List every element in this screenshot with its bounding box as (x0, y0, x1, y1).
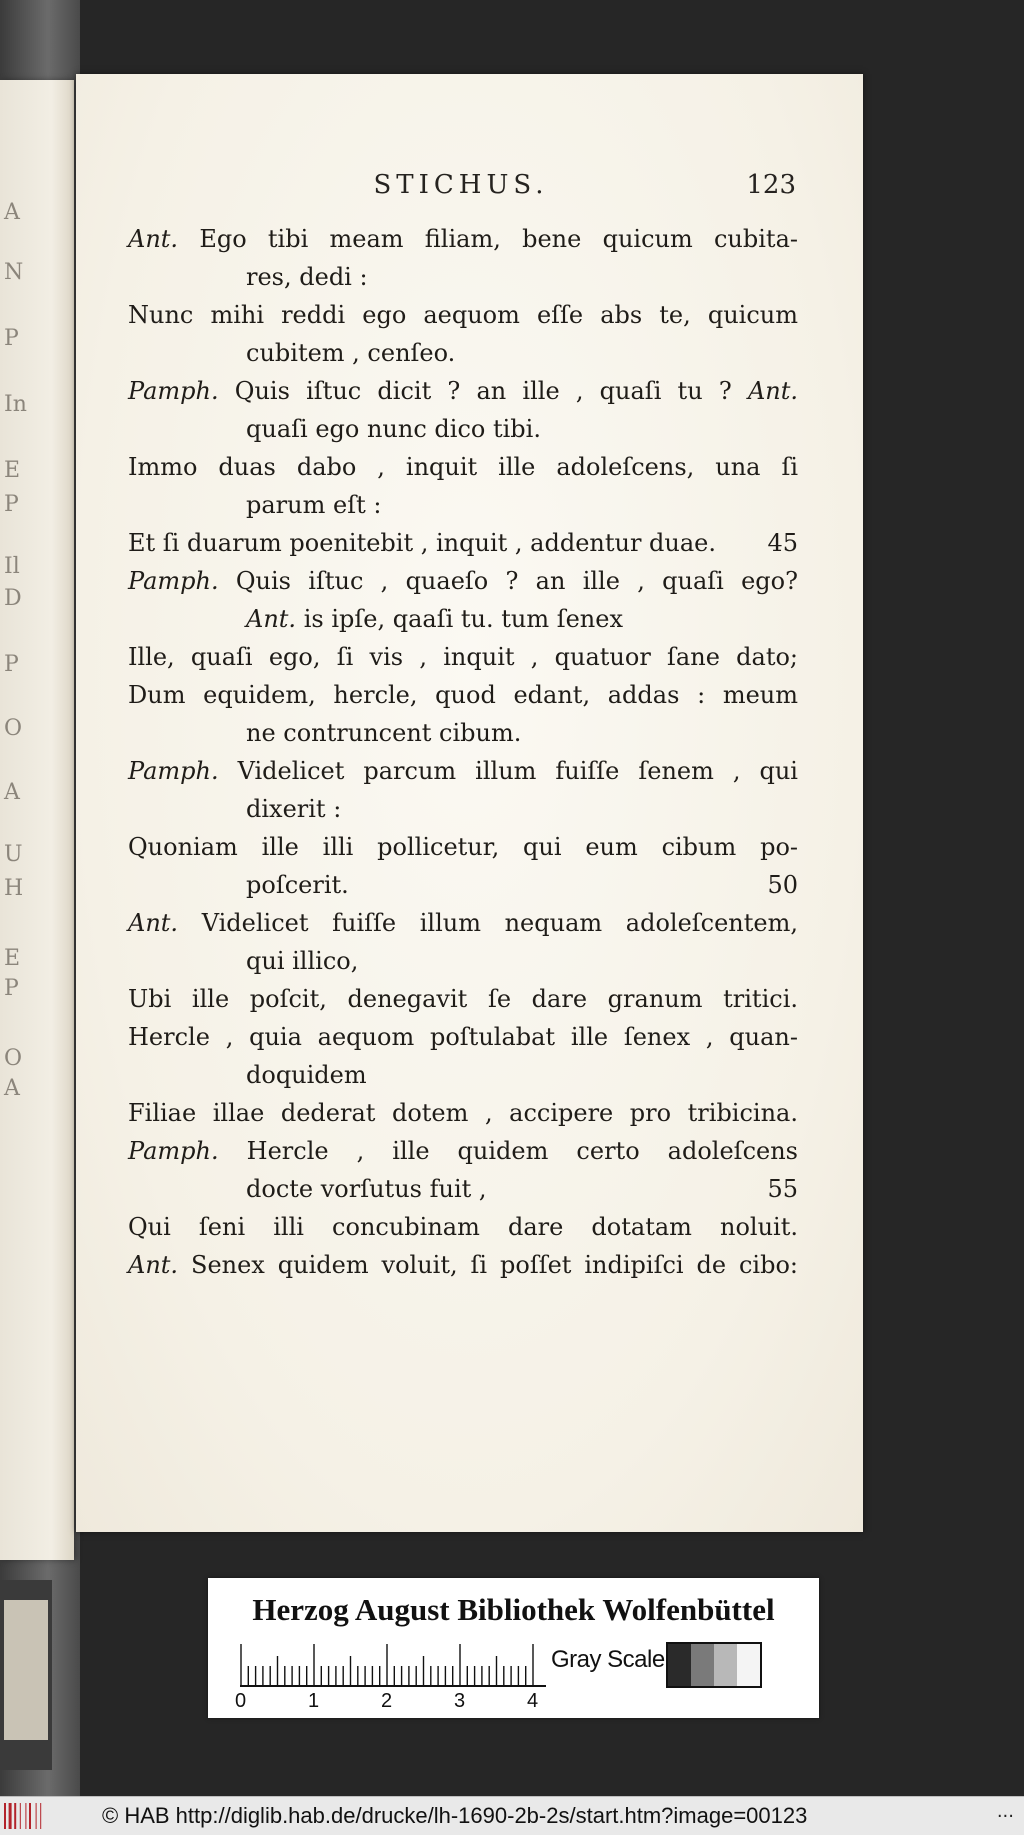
verse-line (246, 718, 798, 748)
verse-line (246, 870, 798, 900)
line-text: poſcerit. (246, 871, 349, 899)
previous-page-letter: O (4, 1046, 23, 1071)
previous-page-letter: Il (4, 554, 20, 579)
line-text: Filiae illae dederat dotem , accipere pro tribicina. (128, 1099, 798, 1127)
line-text: is ipſe, qaaſi tu. tum ſenex (303, 605, 624, 633)
line-text: Hercle , quia aequom poſtulabat ille ſenex , quan- (128, 1023, 798, 1051)
verse-line (246, 794, 798, 824)
line-text: Et ſi duarum poenitebit , inquit , addentur duae. (128, 529, 717, 557)
gray-swatch (714, 1644, 737, 1686)
verse-line (128, 1250, 798, 1280)
previous-page-letter: D (4, 586, 22, 611)
previous-page-edge (0, 80, 74, 1560)
gray-swatch (737, 1644, 760, 1686)
previous-page-letter: A (4, 780, 20, 805)
ruler-number: 0 (235, 1690, 247, 1712)
verse-line (128, 566, 798, 596)
verse-line (128, 680, 798, 710)
book-page (76, 74, 863, 1532)
verse-line (128, 376, 798, 406)
barcode-bar (14, 1803, 16, 1829)
line-text: Videlicet parcum illum fuiſſe ſenem , qui (237, 757, 798, 785)
verse-line (246, 1060, 798, 1090)
gray-swatch (691, 1644, 714, 1686)
barcode-bar (20, 1803, 21, 1829)
line-number: 50 (767, 871, 798, 899)
line-text: docte vorſutus fuit , (246, 1175, 487, 1203)
line-text: Quis iſtuc dicit ? an ille , quaſi tu ? (234, 377, 732, 405)
previous-page-letter: P (4, 326, 19, 351)
gray-scale-label: Gray Scale (551, 1646, 665, 1673)
verse-line (128, 528, 798, 558)
verse-line (128, 1136, 798, 1166)
line-text: quaſi ego nunc dico tibi. (246, 415, 541, 443)
line-text: Hercle , ille quidem certo adoleſcens (246, 1137, 798, 1165)
previous-page-letter: A (4, 1076, 20, 1101)
verse-line (246, 490, 798, 520)
speaker-label: Ant. (128, 909, 179, 937)
line-text: Immo duas dabo , inquit ille adoleſcens, una ſi (128, 453, 798, 481)
more-icon[interactable]: ... (996, 1801, 1014, 1822)
verse-line (128, 642, 798, 672)
barcode-icon (4, 1803, 48, 1829)
line-text: Ille, quaſi ego, ſi vis , inquit , quatuor ſane dato; (128, 643, 798, 671)
verse-line (246, 414, 798, 444)
verse-line (128, 1098, 798, 1128)
previous-page-letter: N (4, 260, 24, 285)
verse-line (128, 984, 798, 1014)
speaker-label: Ant. (747, 377, 798, 405)
previous-page-letter: O (4, 716, 23, 741)
line-text: dixerit : (246, 795, 342, 823)
binding-label (4, 1600, 48, 1740)
line-text: Ego tibi meam filiam, bene quicum cubita- (199, 225, 798, 253)
speaker-label: Pamph. (128, 567, 219, 595)
line-number: 55 (767, 1175, 798, 1203)
verse-line (128, 756, 798, 786)
page-number: 123 (746, 170, 796, 200)
line-text: parum eſt : (246, 491, 382, 519)
verse-line (246, 1174, 798, 1204)
speaker-label: Ant. (128, 225, 179, 253)
barcode-bar (9, 1803, 12, 1829)
previous-page-letter: U (4, 842, 23, 867)
ruler-number: 2 (381, 1690, 393, 1712)
previous-page-letter: A (4, 200, 20, 225)
barcode-bar (40, 1803, 41, 1829)
scale-ruler-icon (240, 1642, 546, 1688)
verse-line (128, 832, 798, 862)
barcode-bar (29, 1803, 31, 1829)
status-bar (0, 1796, 1024, 1835)
verse-line (128, 1212, 798, 1242)
line-text: Qui ſeni illi concubinam dare dotatam noluit. (128, 1213, 798, 1241)
line-text: qui illico, (246, 947, 359, 975)
speaker-label: Pamph. (128, 757, 219, 785)
line-text: res, dedi : (246, 263, 368, 291)
previous-page-letter: P (4, 492, 19, 517)
line-number: 45 (767, 529, 798, 557)
status-url[interactable]: © HAB http://diglib.hab.de/drucke/lh-1690-2b-2s/start.htm?image=00123 (102, 1803, 808, 1828)
barcode-bar (36, 1803, 37, 1829)
barcode-bar (25, 1803, 26, 1829)
line-text: Dum equidem, hercle, quod edant, addas : meum (128, 681, 798, 709)
gray-scale-swatches (666, 1642, 762, 1688)
ruler-number: 4 (527, 1690, 539, 1712)
verse-line (246, 262, 798, 292)
line-text: cubitem , cenſeo. (246, 339, 456, 367)
verse-line (246, 338, 798, 368)
page-text-block (76, 74, 863, 1532)
line-text: Ubi ille poſcit, denegavit ſe dare granum tritici. (128, 985, 798, 1013)
previous-page-letter: P (4, 976, 19, 1001)
speaker-label: Ant. (246, 605, 297, 633)
line-text: Quoniam ille illi pollicetur, qui eum cibum po- (128, 833, 798, 861)
previous-page-letter: H (4, 876, 24, 901)
previous-page-letter: In (4, 392, 27, 417)
verse-line (246, 946, 798, 976)
line-text: ne contruncent cibum. (246, 719, 522, 747)
previous-page-letter: E (4, 946, 21, 971)
line-text: Quis iſtuc , quaeſo ? an ille , quaſi ego? (235, 567, 798, 595)
previous-page-letter: P (4, 652, 19, 677)
barcode-bar (4, 1803, 6, 1829)
line-text: Senex quidem voluit, ſi poſſet indipiſci de cibo: (191, 1251, 798, 1279)
verse-line (128, 908, 798, 938)
speaker-label: Ant. (128, 1251, 179, 1279)
library-name: Herzog August Bibliothek Wolfenbüttel (252, 1592, 775, 1627)
verse-line (128, 224, 798, 254)
library-color-bar (208, 1578, 819, 1718)
line-text: Nunc mihi reddi ego aequom eſſe abs te, quicum (128, 301, 798, 329)
ruler-number: 3 (454, 1690, 466, 1712)
line-text: doquidem (246, 1061, 367, 1089)
verse-line (128, 300, 798, 330)
speaker-label: Pamph. (128, 1137, 219, 1165)
previous-page-letter: E (4, 458, 21, 483)
speaker-label: Pamph. (128, 377, 219, 405)
gray-swatch (668, 1644, 691, 1686)
ruler-number: 1 (308, 1690, 320, 1712)
verse-line (128, 452, 798, 482)
line-text: Videlicet fuiſſe illum nequam adoleſcentem, (201, 909, 798, 937)
verse-line (128, 1022, 798, 1052)
verse-line (246, 604, 798, 634)
running-head: STICHUS. (373, 170, 549, 200)
